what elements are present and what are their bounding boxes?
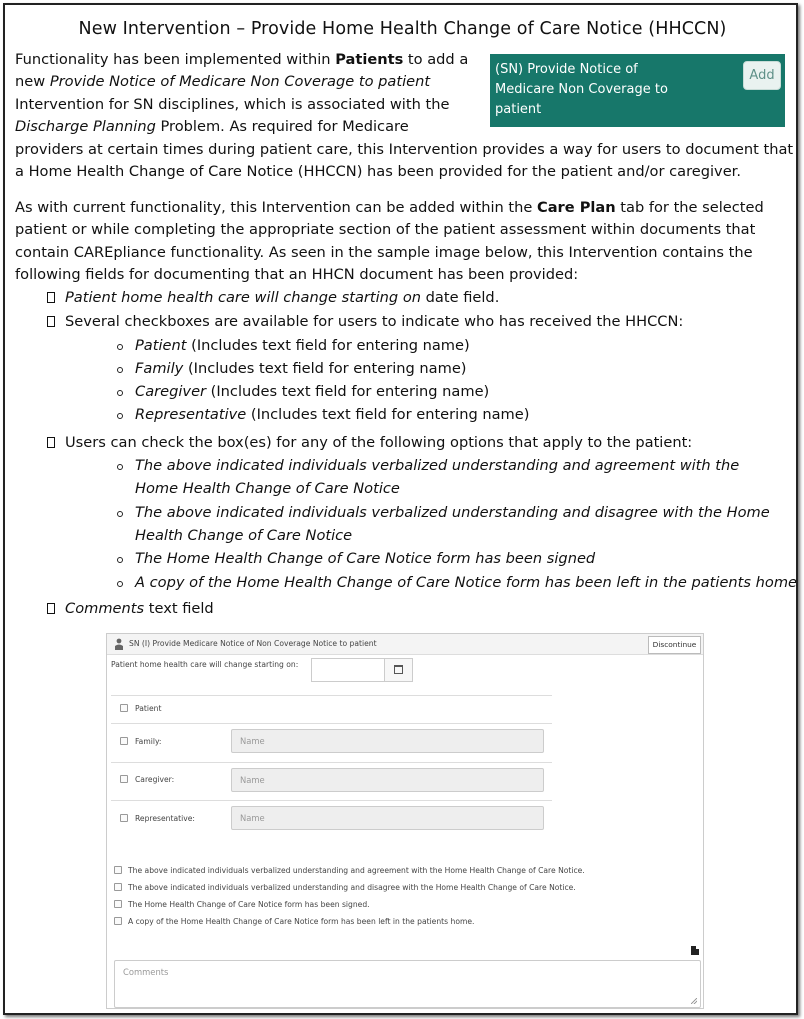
- bullet-box-icon: [47, 437, 55, 448]
- circle-bullet-icon: [117, 511, 123, 517]
- intervention-card: [490, 54, 785, 127]
- divider: [111, 800, 552, 801]
- intro-text-1: Functionality has been implemented within: [15, 51, 336, 68]
- sub-item-patient: [115, 334, 804, 357]
- add-button[interactable]: Add: [743, 61, 781, 90]
- bullet-box-icon: [47, 316, 55, 327]
- sub-item-caregiver: [115, 380, 804, 403]
- sub-item-name: Representative: [135, 406, 247, 424]
- care-plan-paragraph: [15, 197, 797, 287]
- resize-handle-icon[interactable]: [691, 998, 697, 1004]
- option-text: The above indicated individuals verbalized understanding and disagree with the Home Health Change of Care Notice: [135, 503, 770, 544]
- user-icon: [114, 638, 124, 650]
- intervention-card-label: (SN) Provide Notice of Medicare Non Coverage to patient: [495, 62, 668, 117]
- family-label: Family:: [135, 737, 162, 746]
- bullet-box-icon: [47, 292, 55, 303]
- intro-italic-problem: Discharge Planning: [15, 118, 156, 136]
- circle-bullet-icon: [117, 581, 123, 587]
- sub-item-option: [115, 571, 798, 594]
- intervention-form-sample: [106, 633, 704, 1009]
- divider: [111, 723, 552, 724]
- divider: [111, 695, 552, 696]
- circle-bullet-icon: [117, 413, 123, 419]
- sub-item-representative: [115, 403, 804, 426]
- option-label: The Home Health Change of Care Notice form has been signed.: [128, 900, 370, 909]
- date-input[interactable]: [311, 658, 413, 682]
- date-field-rest: date field.: [421, 289, 500, 306]
- recipient-sublist: [45, 334, 804, 427]
- document-frame: [3, 3, 798, 1015]
- sub-item-option: [115, 501, 775, 548]
- option-text: A copy of the Home Health Change of Care Notice form has been left in the patients home: [135, 573, 798, 591]
- circle-bullet-icon: [117, 557, 123, 563]
- option-checkbox-copy-left[interactable]: [114, 917, 122, 925]
- intro-bold-patients: Patients: [335, 51, 404, 68]
- sub-item-family: [115, 357, 804, 380]
- calendar-button[interactable]: [384, 659, 412, 681]
- form-header: [107, 634, 703, 655]
- checkboxes-text: Several checkboxes are available for users to indicate who has received the HHCCN:: [65, 313, 684, 331]
- intro-text-4: Problem. As required for Medicare providers at certain times during patient care, this Intervention provides a way for users to document that a Home Health Change of Care Notice (HHCCN) has been provided for the patient and/or caregiver.: [15, 118, 794, 181]
- patient-label: Patient: [135, 704, 162, 713]
- family-name-input[interactable]: Name: [231, 729, 544, 753]
- patient-checkbox[interactable]: [120, 704, 128, 712]
- page-title: New Intervention – Provide Home Health Change of Care Notice (HHCCN): [78, 19, 727, 39]
- intro-text-2: to add a new: [15, 51, 469, 91]
- option-label: The above indicated individuals verbalized understanding and agreement with the Home Health Change of Care Notice.: [128, 866, 585, 875]
- comments-placeholder: Comments: [123, 967, 169, 977]
- form-header-title: SN (I) Provide Medicare Notice of Non Coverage Notice to patient: [129, 639, 377, 648]
- list-item-options: [45, 431, 804, 454]
- sub-item-option: [115, 454, 775, 501]
- para2-text-2: tab for the selected patient or while completing the appropriate section of the patient assessment within documents that contain CAREpliance functionality. As seen in the sample image below, this Intervention contains the following fields for documenting that an HHCN document has been provided:: [15, 199, 764, 284]
- circle-bullet-icon: [117, 464, 123, 470]
- date-label: Patient home health care will change starting on:: [111, 660, 299, 669]
- option-label: A copy of the Home Health Change of Care Notice form has been left in the patients home.: [128, 917, 475, 926]
- sub-item-rest: (Includes text field for entering name): [206, 383, 490, 401]
- caregiver-name-input[interactable]: Name: [231, 768, 544, 792]
- option-text: The above indicated individuals verbalized understanding and agreement with the Home Health Change of Care Notice: [135, 457, 740, 498]
- caregiver-label: Caregiver:: [135, 775, 175, 784]
- sub-item-name: Patient: [135, 336, 187, 354]
- sub-item-rest: (Includes text field for entering name): [183, 359, 467, 377]
- comments-italic: Comments: [65, 599, 145, 617]
- comments-rest: text field: [144, 599, 214, 617]
- sub-item-rest: (Includes text field for entering name): [246, 406, 530, 424]
- comments-textarea[interactable]: [114, 960, 701, 1008]
- representative-label: Representative:: [135, 814, 195, 823]
- sub-item-rest: (Includes text field for entering name): [186, 336, 470, 354]
- divider: [111, 762, 552, 763]
- sub-item-name: Caregiver: [135, 383, 207, 401]
- document-icon[interactable]: [691, 946, 699, 955]
- option-checkbox-agreement[interactable]: [114, 866, 122, 874]
- list-item-comments: [45, 597, 804, 620]
- representative-checkbox[interactable]: [120, 814, 128, 822]
- para2-bold-care-plan: Care Plan: [536, 199, 616, 216]
- circle-bullet-icon: [117, 344, 123, 350]
- discontinue-button[interactable]: Discontinue: [648, 636, 701, 654]
- bullet-box-icon: [47, 603, 55, 614]
- option-label: The above indicated individuals verbalized understanding and disagree with the Home Health Change of Care Notice.: [128, 883, 576, 892]
- family-checkbox[interactable]: [120, 737, 128, 745]
- option-checkbox-signed[interactable]: [114, 900, 122, 908]
- intro-paragraph: [15, 49, 797, 183]
- options-text: Users can check the box(es) for any of the following options that apply to the patient:: [65, 433, 693, 451]
- sub-item-option: [115, 547, 775, 570]
- sub-item-name: Family: [135, 359, 184, 377]
- list-item-date-field: [45, 286, 804, 309]
- circle-bullet-icon: [117, 390, 123, 396]
- intro-italic-intervention: Provide Notice of Medicare Non Coverage to patient: [49, 73, 431, 91]
- para2-text-1: As with current functionality, this Intervention can be added within the: [15, 199, 537, 216]
- representative-name-input[interactable]: Name: [231, 806, 544, 830]
- calendar-icon: [394, 665, 403, 674]
- field-list: [45, 286, 804, 620]
- option-sublist: [45, 454, 804, 594]
- option-text: The Home Health Change of Care Notice form has been signed: [135, 550, 596, 568]
- option-checkbox-disagree[interactable]: [114, 883, 122, 891]
- list-item-checkboxes: [45, 310, 804, 333]
- circle-bullet-icon: [117, 367, 123, 373]
- caregiver-checkbox[interactable]: [120, 775, 128, 783]
- date-field-italic: Patient home health care will change starting on: [65, 289, 422, 306]
- intro-text-3: Intervention for SN disciplines, which is associated with the: [15, 95, 450, 113]
